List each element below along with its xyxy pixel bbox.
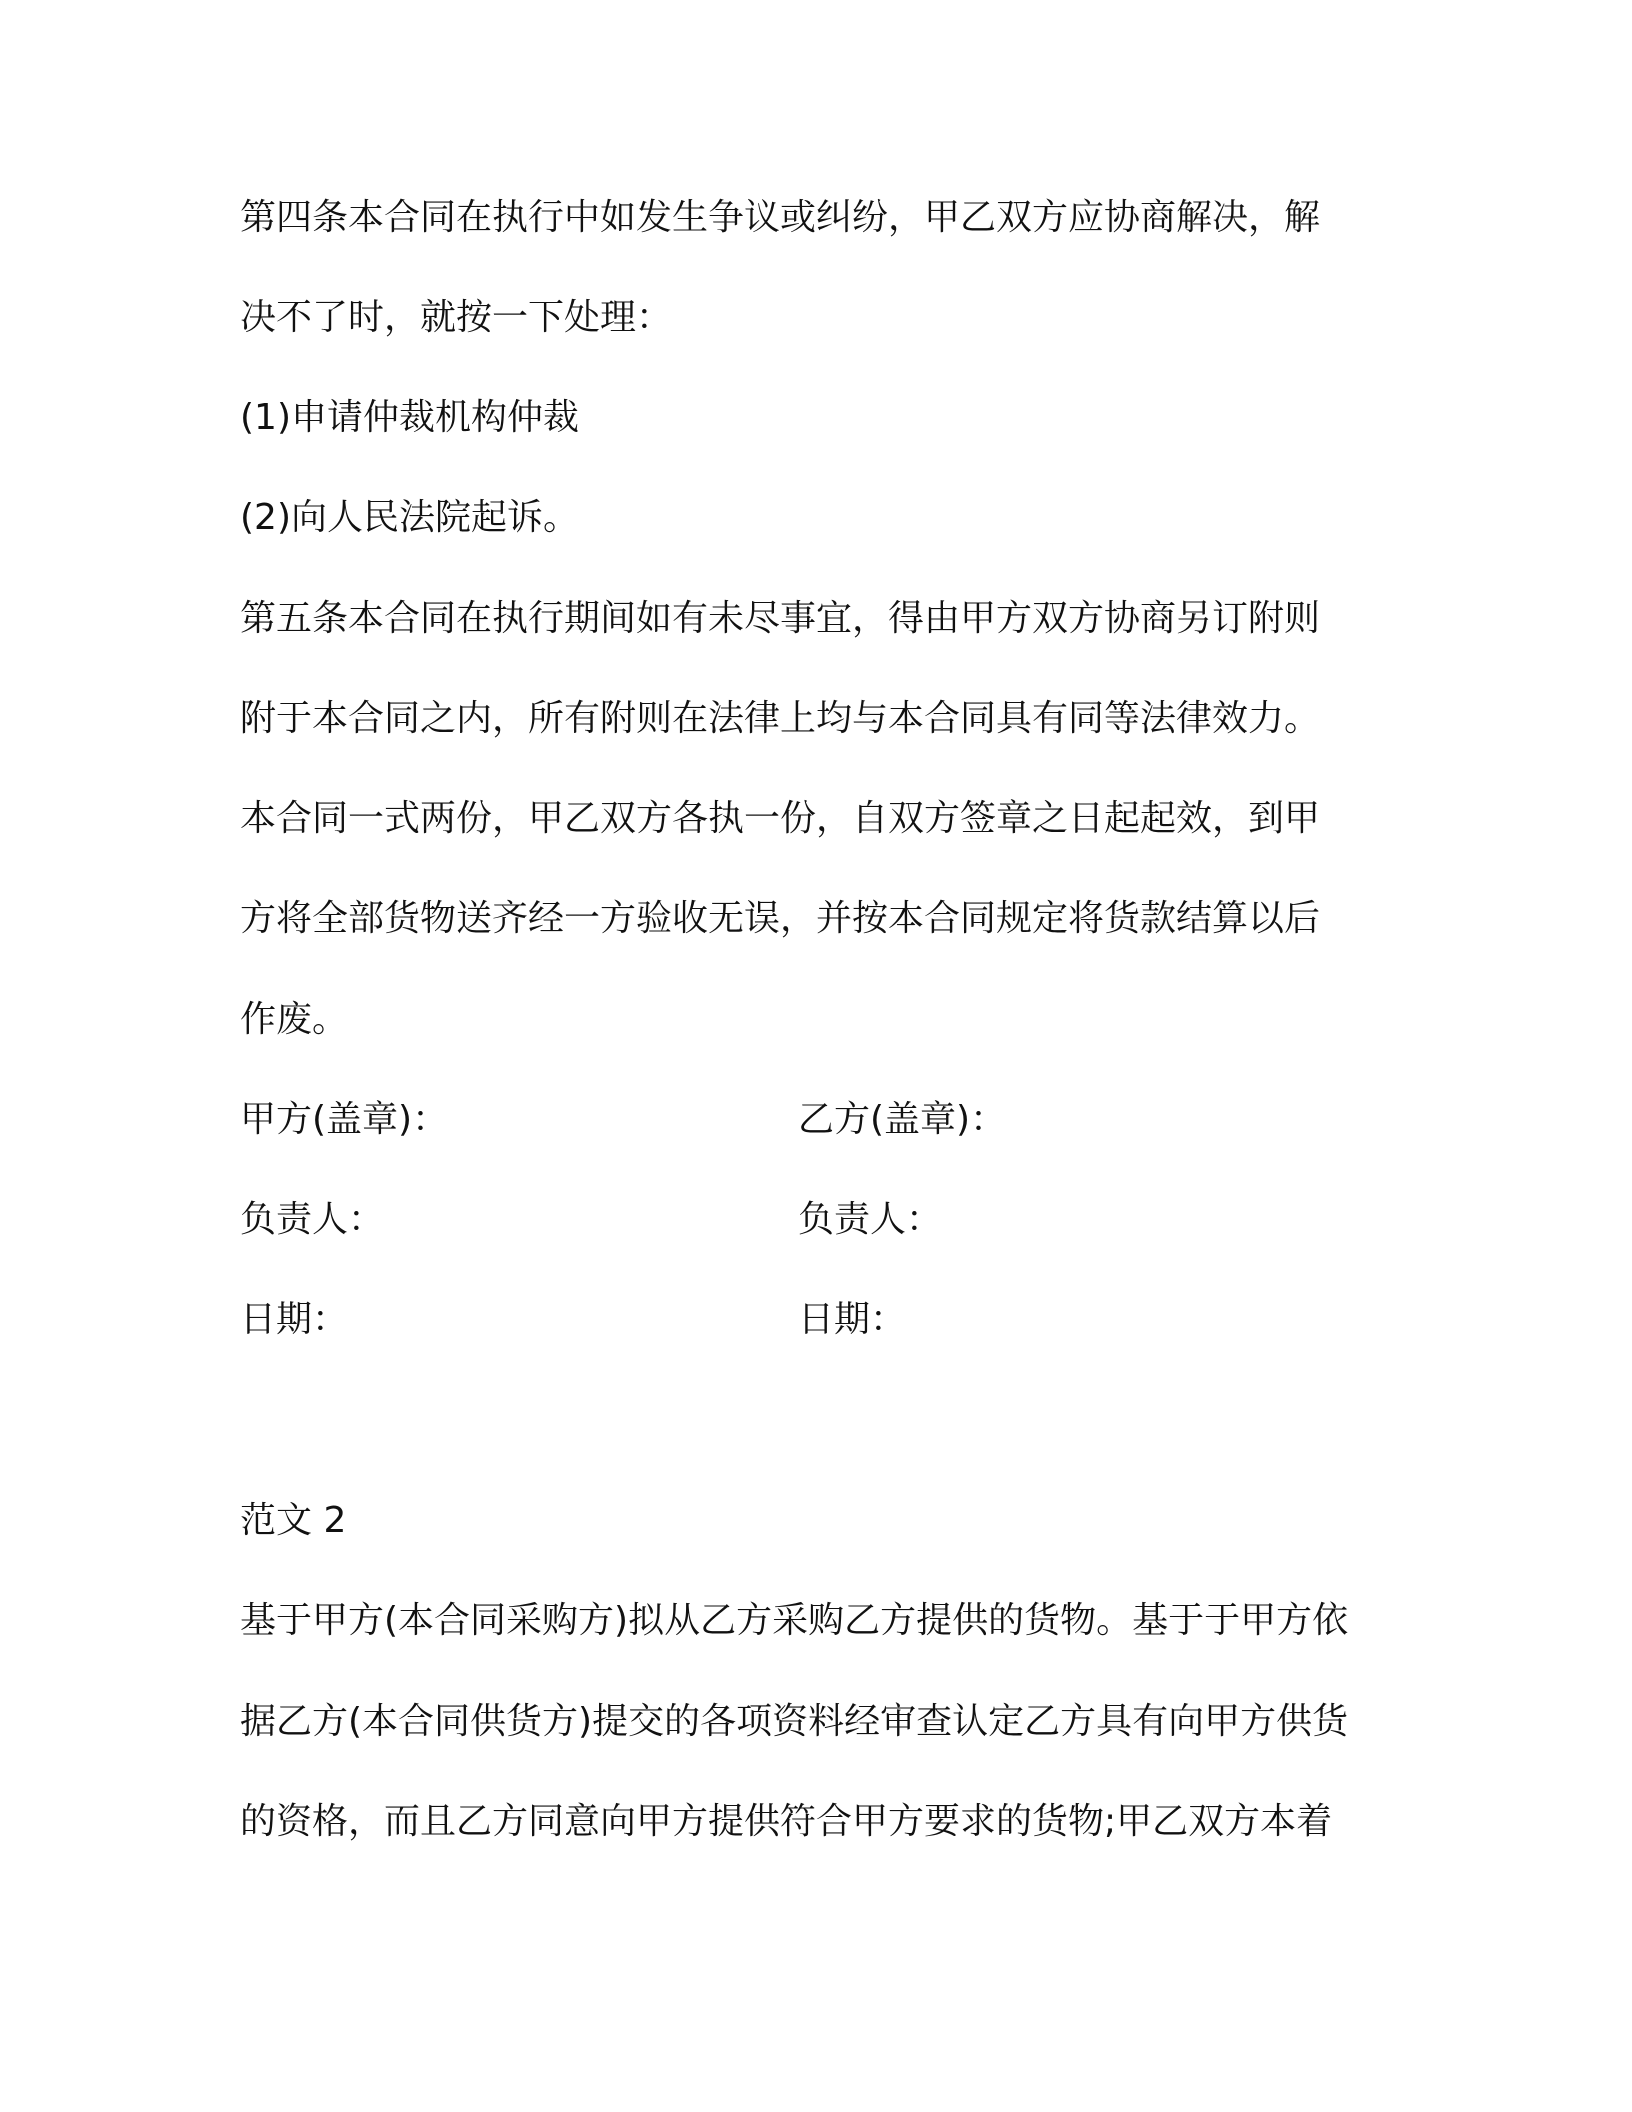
paragraph-line: 的资格，而且乙方同意向甲方提供符合甲方要求的货物;甲乙双方本着 (240, 1801, 1333, 1842)
paragraph-line: 基于甲方(本合同采购方)拟从乙方采购乙方提供的货物。基于于甲方依 (240, 1600, 1349, 1641)
paragraph-line: 附于本合同之内，所有附则在法律上均与本合同具有同等法律效力。 (240, 698, 1321, 739)
paragraph-line: 第五条本合同在执行期间如有未尽事宜，得由甲方双方协商另订附则 (240, 598, 1321, 639)
party-a-date-label: 日期： (240, 1299, 349, 1340)
paragraph-line: 方将全部货物送齐经一方验收无误，并按本合同规定将货款结算以后 (240, 898, 1321, 939)
party-a-person-label: 负责人： (240, 1199, 385, 1240)
party-b-seal-label: 乙方(盖章)： (798, 1099, 1007, 1140)
paragraph-line: 第四条本合同在执行中如发生争议或纠纷，甲乙双方应协商解决，解 (240, 197, 1321, 238)
section-title: 范文 2 (240, 1500, 347, 1541)
paragraph-line: 作废。 (240, 999, 349, 1040)
paragraph-line: 本合同一式两份，甲乙双方各执一份，自双方签章之日起起效，到甲 (240, 798, 1321, 839)
paragraph-line: 决不了时，就按一下处理： (240, 297, 673, 338)
party-a-seal-label: 甲方(盖章)： (240, 1099, 449, 1140)
list-item-arbitration: (1)申请仲裁机构仲裁 (240, 397, 579, 438)
party-b-date-label: 日期： (798, 1299, 907, 1340)
list-item-lawsuit: (2)向人民法院起诉。 (240, 497, 579, 538)
paragraph-line: 据乙方(本合同供货方)提交的各项资料经审查认定乙方具有向甲方供货 (240, 1701, 1349, 1742)
party-b-person-label: 负责人： (798, 1199, 943, 1240)
